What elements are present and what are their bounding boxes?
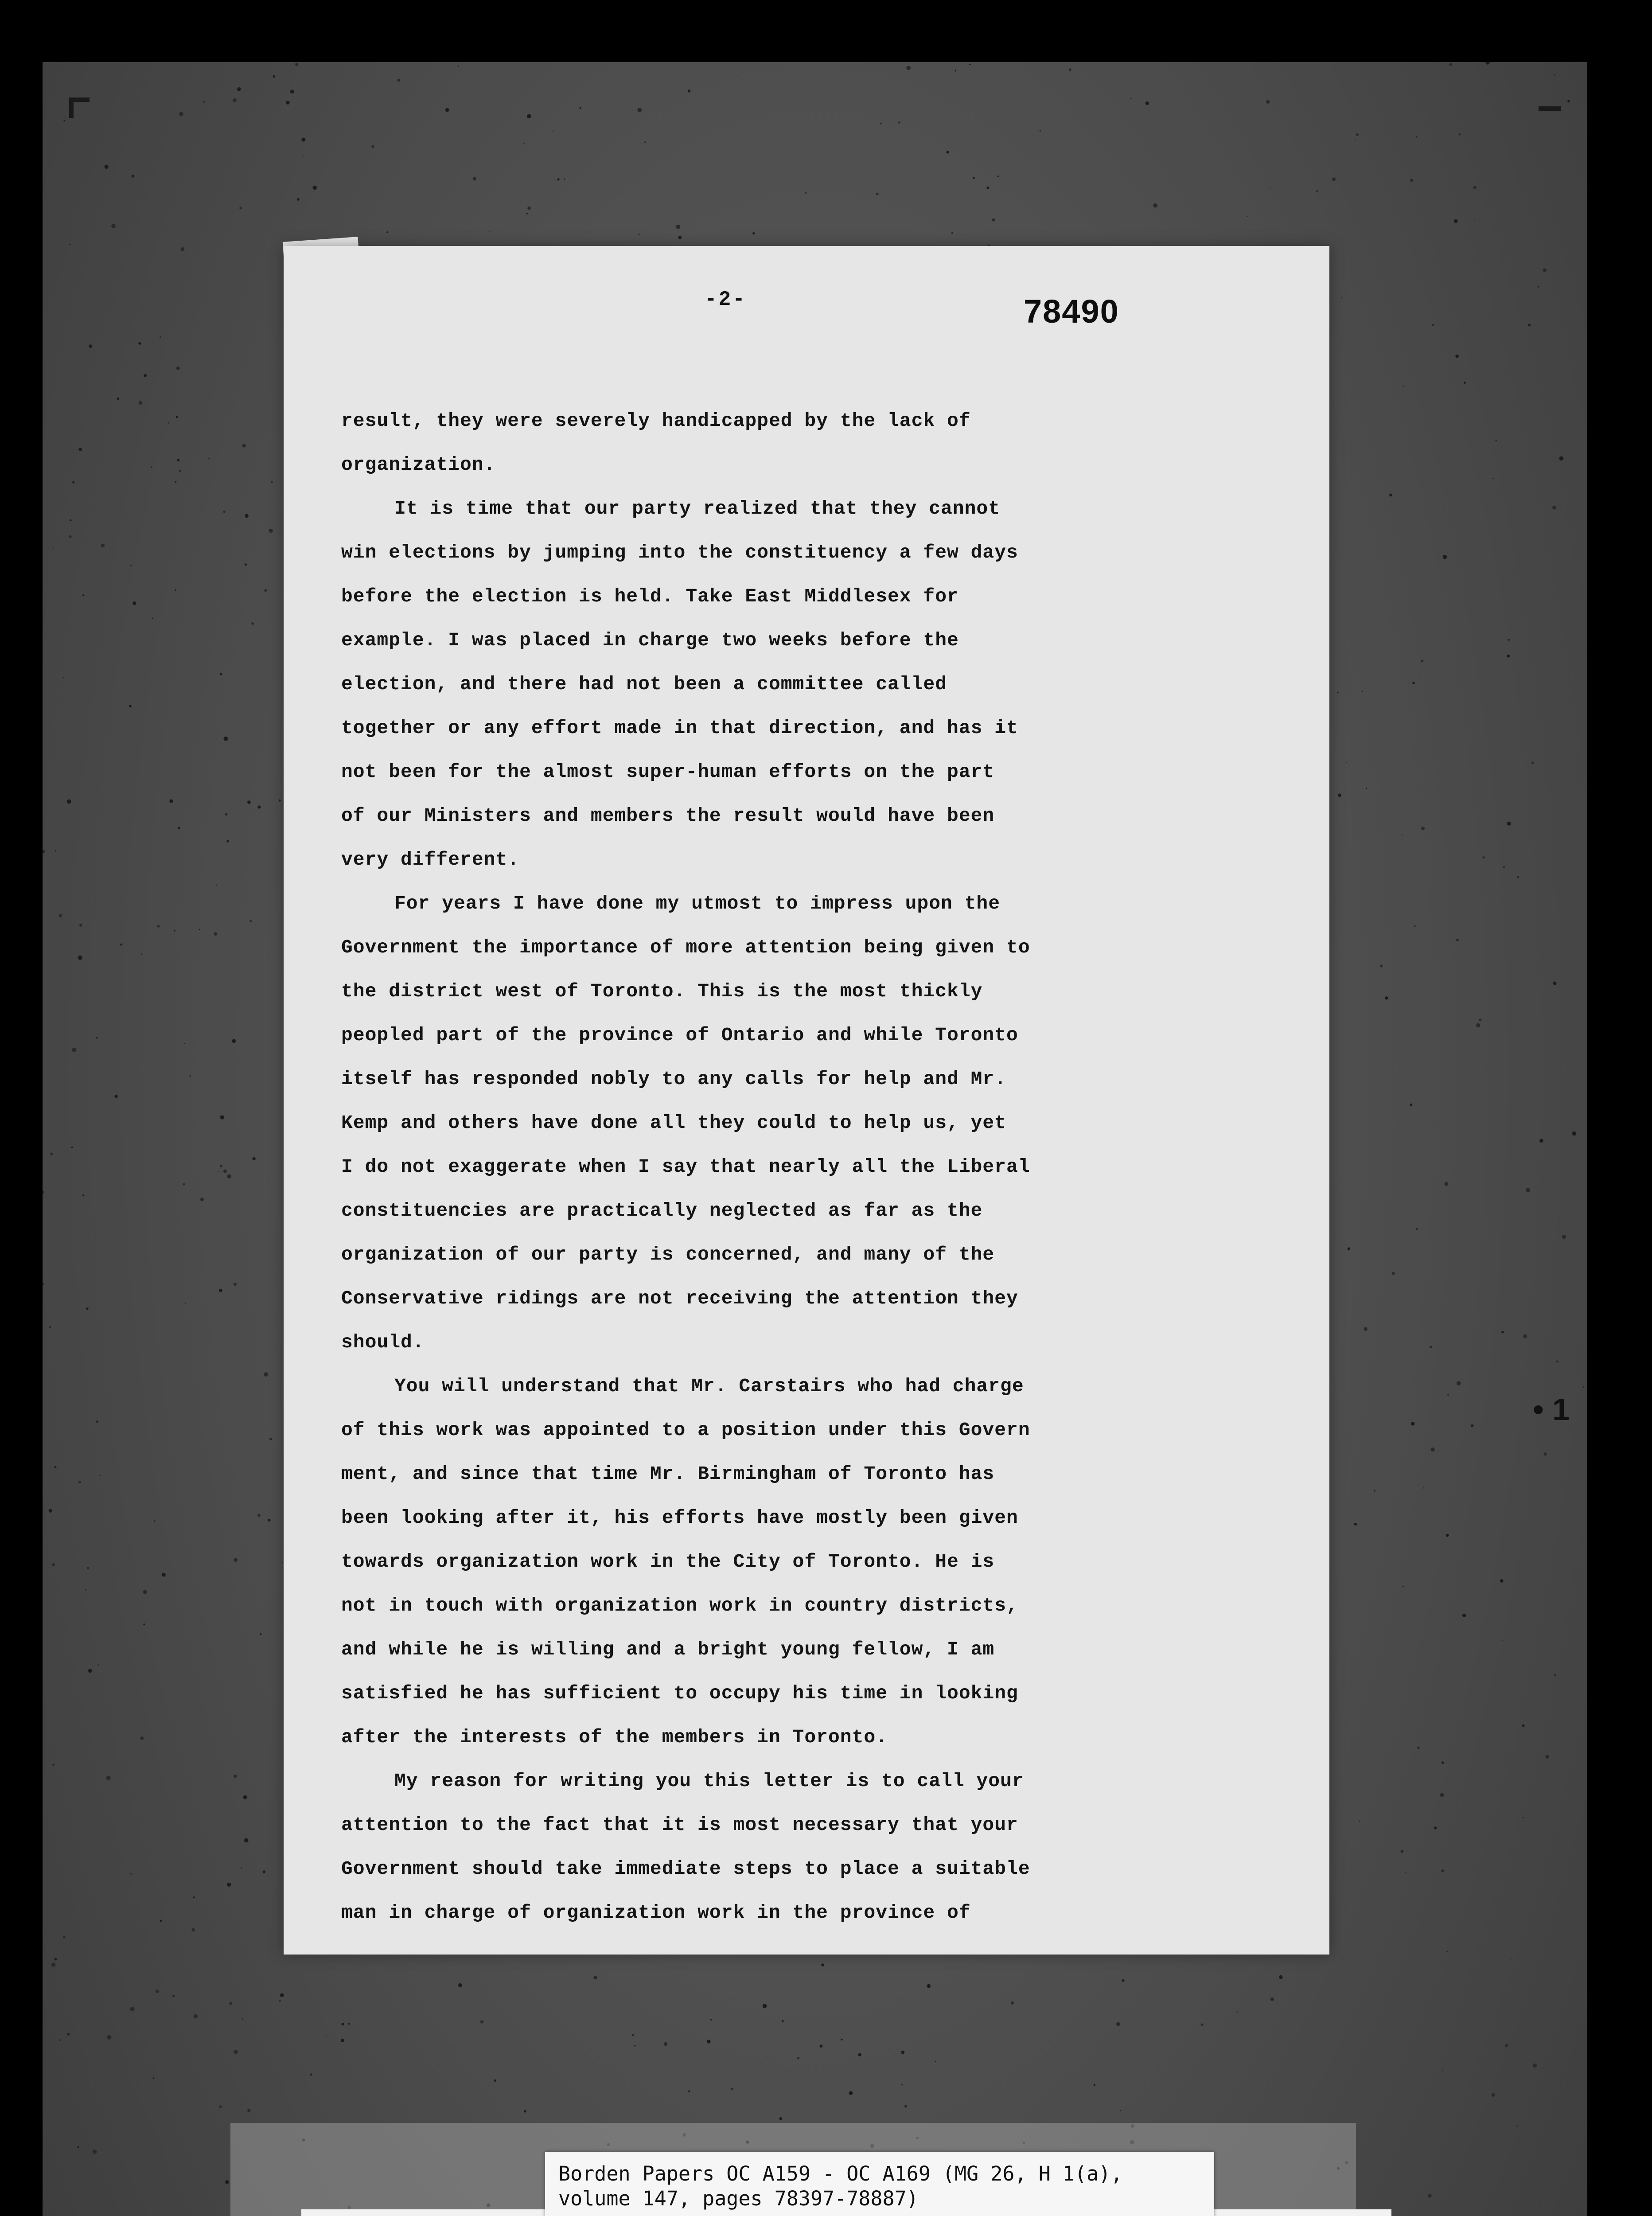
- letter-line: itself has responded nobly to any calls for help and Mr.: [341, 1068, 1007, 1090]
- source-label-line-2: volume 147, pages 78397-78887): [558, 2187, 919, 2210]
- letter-page: [284, 246, 1329, 1955]
- letter-line: organization.: [341, 454, 496, 476]
- letter-line: been looking after it, his efforts have mostly been given: [341, 1507, 1018, 1529]
- letter-line: very different.: [341, 849, 520, 870]
- letter-line: I do not exaggerate when I say that nearly all the Liberal: [341, 1156, 1030, 1178]
- letter-line: example. I was placed in charge two weeks before the: [341, 629, 959, 651]
- corner-mark-top-left: [69, 98, 90, 118]
- letter-line: the district west of Toronto. This is the most thickly: [341, 980, 983, 1002]
- letter-line: not in touch with organization work in country districts,: [341, 1595, 1018, 1616]
- letter-line: For years I have done my utmost to impress upon the: [394, 893, 1001, 914]
- letter-line: It is time that our party realized that they cannot: [394, 498, 1001, 519]
- letter-body: [341, 399, 1276, 1935]
- letter-line: not been for the almost super-human efforts on the part: [341, 761, 995, 783]
- letter-line: after the interests of the members in Toronto.: [341, 1726, 888, 1748]
- letter-line: result, they were severely handicapped by the lack of: [341, 410, 971, 432]
- letter-line: Conservative ridings are not receiving the attention they: [341, 1287, 1018, 1309]
- letter-line: Kemp and others have done all they could to help us, yet: [341, 1112, 1007, 1134]
- stamp-number: 78490: [1024, 293, 1119, 330]
- letter-line: before the election is held. Take East Middlesex for: [341, 585, 959, 607]
- letter-line: peopled part of the province of Ontario and while Toronto: [341, 1024, 1018, 1046]
- letter-line: win elections by jumping into the constituency a few days: [341, 542, 1018, 563]
- margin-mark: • 1: [1533, 1392, 1570, 1427]
- corner-mark-top-right: [1539, 106, 1561, 115]
- letter-line: towards organization work in the City of Toronto. He is: [341, 1551, 995, 1572]
- letter-line: My reason for writing you this letter is to call your: [394, 1770, 1024, 1792]
- letter-line: satisfied he has sufficient to occupy his time in looking: [341, 1682, 1018, 1704]
- letter-line: constituencies are practically neglected as far as the: [341, 1200, 983, 1221]
- letter-line: organization of our party is concerned, and many of the: [341, 1244, 995, 1265]
- letter-line: Government should take immediate steps to place a suitable: [341, 1858, 1030, 1880]
- page-number: -2-: [705, 288, 747, 311]
- letter-line: should.: [341, 1331, 425, 1353]
- source-label: [545, 2152, 1214, 2216]
- letter-line: man in charge of organization work in the province of: [341, 1902, 971, 1923]
- letter-line: together or any effort made in that direction, and has it: [341, 717, 1018, 739]
- letter-line: attention to the fact that it is most necessary that your: [341, 1814, 1018, 1836]
- letter-line: Government the importance of more attention being given to: [341, 936, 1030, 958]
- letter-line: and while he is willing and a bright young fellow, I am: [341, 1639, 995, 1660]
- letter-line: of our Ministers and members the result would have been: [341, 805, 995, 827]
- letter-line: ment, and since that time Mr. Birmingham of Toronto has: [341, 1463, 995, 1485]
- letter-line: of this work was appointed to a position under this Govern: [341, 1419, 1030, 1441]
- source-label-line-1: Borden Papers OC A159 - OC A169 (MG 26, H 1(a),: [558, 2162, 1123, 2185]
- source-label-text: [558, 2161, 1122, 2211]
- letter-line: You will understand that Mr. Carstairs who had charge: [394, 1375, 1024, 1397]
- letter-line: election, and there had not been a committee called: [341, 673, 947, 695]
